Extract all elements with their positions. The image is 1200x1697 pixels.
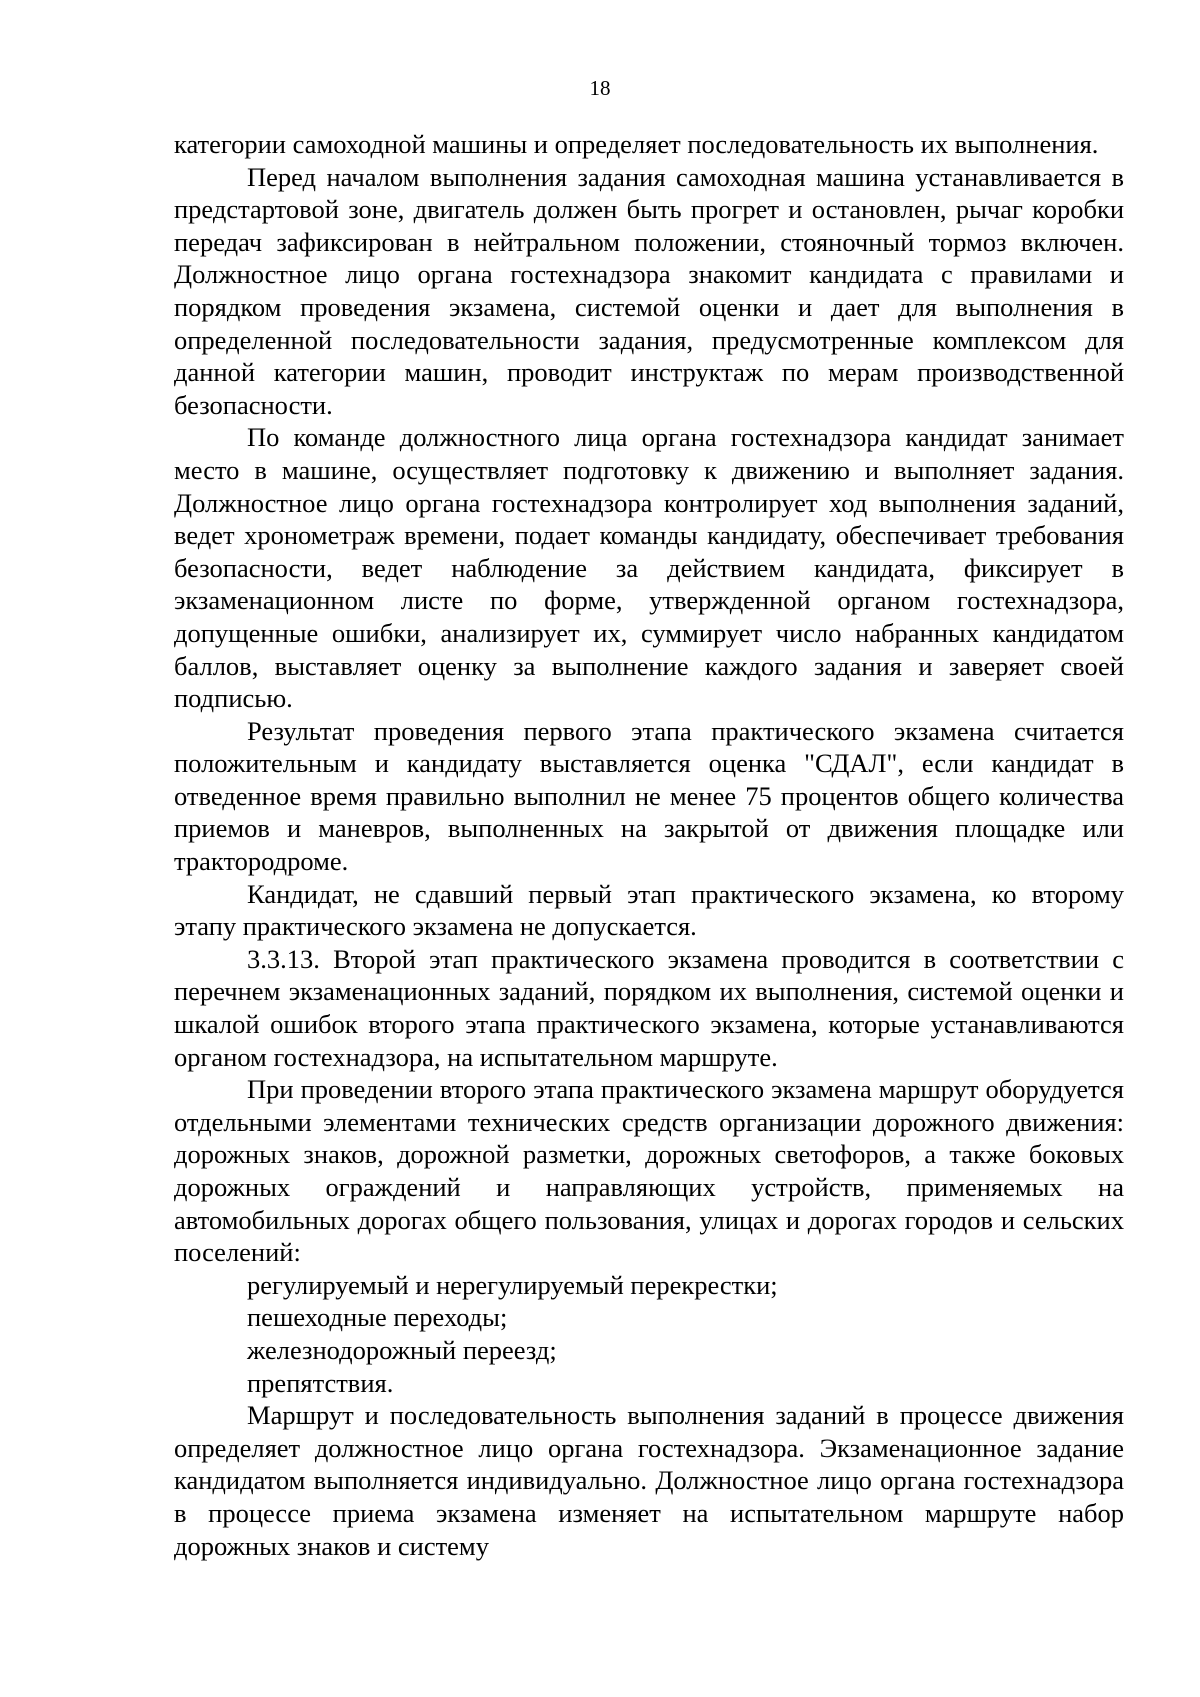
list-item-2: пешеходные переходы; — [247, 1302, 508, 1333]
paragraph-7: При проведении второго этапа практического экзамена маршрут оборудуется отдельными элементами технических средств организации дорожного движения: дорожных знаков, дорожной разметки, дорожных светофоров, а также боковых дорожных ограждений и направляющих устройств, применяемых на автомобильных дорогах общего пользования, улицах и дорогах городов и сельских поселений: — [174, 1074, 1124, 1268]
list-item-1: регулируемый и нерегулируемый перекрестки; — [247, 1269, 778, 1300]
page-number: 18 — [589, 76, 611, 100]
paragraph-final: Маршрут и последовательность выполнения заданий в процессе движения определяет должностное лицо органа гостехнадзора. Экзаменационное задание кандидатом выполняется индивидуально. Должностное лицо органа гостехнадзора в процессе приема экзамена изменяет на испытательном маршруте набор дорожных знаков и систему — [174, 1400, 1124, 1561]
list-item-3: железнодорожный переезд; — [247, 1334, 557, 1365]
paragraph-5: Кандидат, не сдавший первый этап практического экзамена, ко второму этапу практического экзамена не допускается. — [174, 878, 1124, 942]
list-item-4: препятствия. — [247, 1367, 394, 1398]
paragraph-4: Результат проведения первого этапа практического экзамена считается положительным и кандидату выставляется оценка "СДАЛ", если кандидат в отведенное время правильно выполнил не менее 75 процентов общего количества приемов и маневров, выполненных на закрытой от движения площадке или трактородроме. — [174, 715, 1124, 877]
paragraph-3: По команде должностного лица органа гостехнадзора кандидат занимает место в машине, осуществляет подготовку к движению и выполняет задания. Должностное лицо органа гостехнадзора контролирует ход выполнения заданий, ведет хронометраж времени, подает команды кандидату, обеспечивает требования безопасности, ведет наблюдение за действием кандидата, фиксирует в экзаменационном листе по форме, утвержденной органом гостехнадзора, допущенные ошибки, анализирует их, суммирует число набранных кандидатом баллов, выставляет оценку за выполнение каждого задания и заверяет своей подписью. — [174, 422, 1124, 714]
document-body — [174, 128, 1124, 1562]
paragraph-1: категории самоходной машины и определяет последовательность их выполнения. — [174, 129, 1099, 159]
paragraph-2: Перед началом выполнения задания самоходная машина устанавливается в предстартовой зоне, двигатель должен быть прогрет и остановлен, рычаг коробки передач зафиксирован в нейтральном положении, стояночный тормоз включен. Должностное лицо органа гостехнадзора знакомит кандидата с правилами и порядком проведения экзамена, системой оценки и дает для выполнения в определенной последовательности задания, предусмотренные комплексом для данной категории машин, проводит инструктаж по мерам производственной безопасности. — [174, 161, 1124, 420]
paragraph-6: 3.3.13. Второй этап практического экзамена проводится в соответствии с перечнем экзаменационных заданий, порядком их выполнения, системой оценки и шкалой ошибок второго этапа практического экзамена, которые устанавливаются органом гостехнадзора, на испытательном маршруте. — [174, 943, 1124, 1072]
